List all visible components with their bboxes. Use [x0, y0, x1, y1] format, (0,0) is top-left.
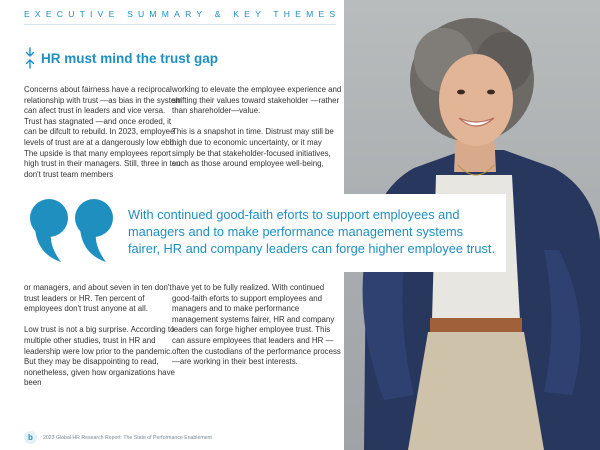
- body-column-bottom-right: [172, 283, 342, 368]
- header-divider: [24, 24, 336, 25]
- paragraph: have yet to be fully realized. With continued good-faith eforts to support employees and managers and to make performance management systems fairer, HR and company leaders can forge higher employee trust. This can assure employees that leaders and HR —often the custodians of the performance process —are working in their best interests.: [172, 283, 341, 367]
- body-column-top-left: [24, 85, 184, 180]
- footer-text: 2023 Global HR Research Report: The State of Performance Enablement: [43, 434, 212, 441]
- paragraph: working to elevate the employee experience and shifting their values toward stakeholder —rather than shareholder—value.: [172, 85, 342, 116]
- paragraph: Concerns about fairness have a reciprocal relationship with trust —as bias in the system can afect trust in leaders and vice versa. Trust has stagnated —and once eroded, it can be difcult to rebuild. In 2023, employee levels of trust are at a dangerously low ebb. The upside is that many employees report high trust in their managers. Still, three in ten don't trust team members: [24, 85, 182, 179]
- brand-logo-icon: b: [24, 431, 37, 444]
- pull-quote-text: With continued good-faith eforts to support employees and managers and to make performance management systems fairer, HR and company leaders can forge higher employee trust.: [128, 207, 496, 257]
- paragraph: Low trust is not a big surprise. According to multiple other studies, trust in HR and leadership were low prior to the pandemic. But they may be disappointing to read, nonetheless, given how organizations have been: [24, 325, 175, 388]
- footer: [24, 431, 212, 444]
- paragraph: This is a snapshot in time. Distrust may still be high due to economic uncertainty, or it may simply be that stakeholder-focused initiatives, such as those around employee well-being,: [172, 127, 334, 169]
- body-column-top-right: [172, 85, 342, 170]
- section-heading-row: [24, 47, 218, 69]
- paragraph: or managers, and about seven in ten don't trust leaders or HR. Ten percent of employees don't trust anyone at all.: [24, 283, 172, 314]
- quotation-marks-icon: [27, 198, 119, 264]
- arrows-up-down-icon: [24, 47, 36, 69]
- body-column-bottom-left: [24, 283, 184, 389]
- header-label: EXECUTIVE SUMMARY & KEY THEMES: [24, 9, 341, 19]
- section-heading: HR must mind the trust gap: [41, 50, 219, 66]
